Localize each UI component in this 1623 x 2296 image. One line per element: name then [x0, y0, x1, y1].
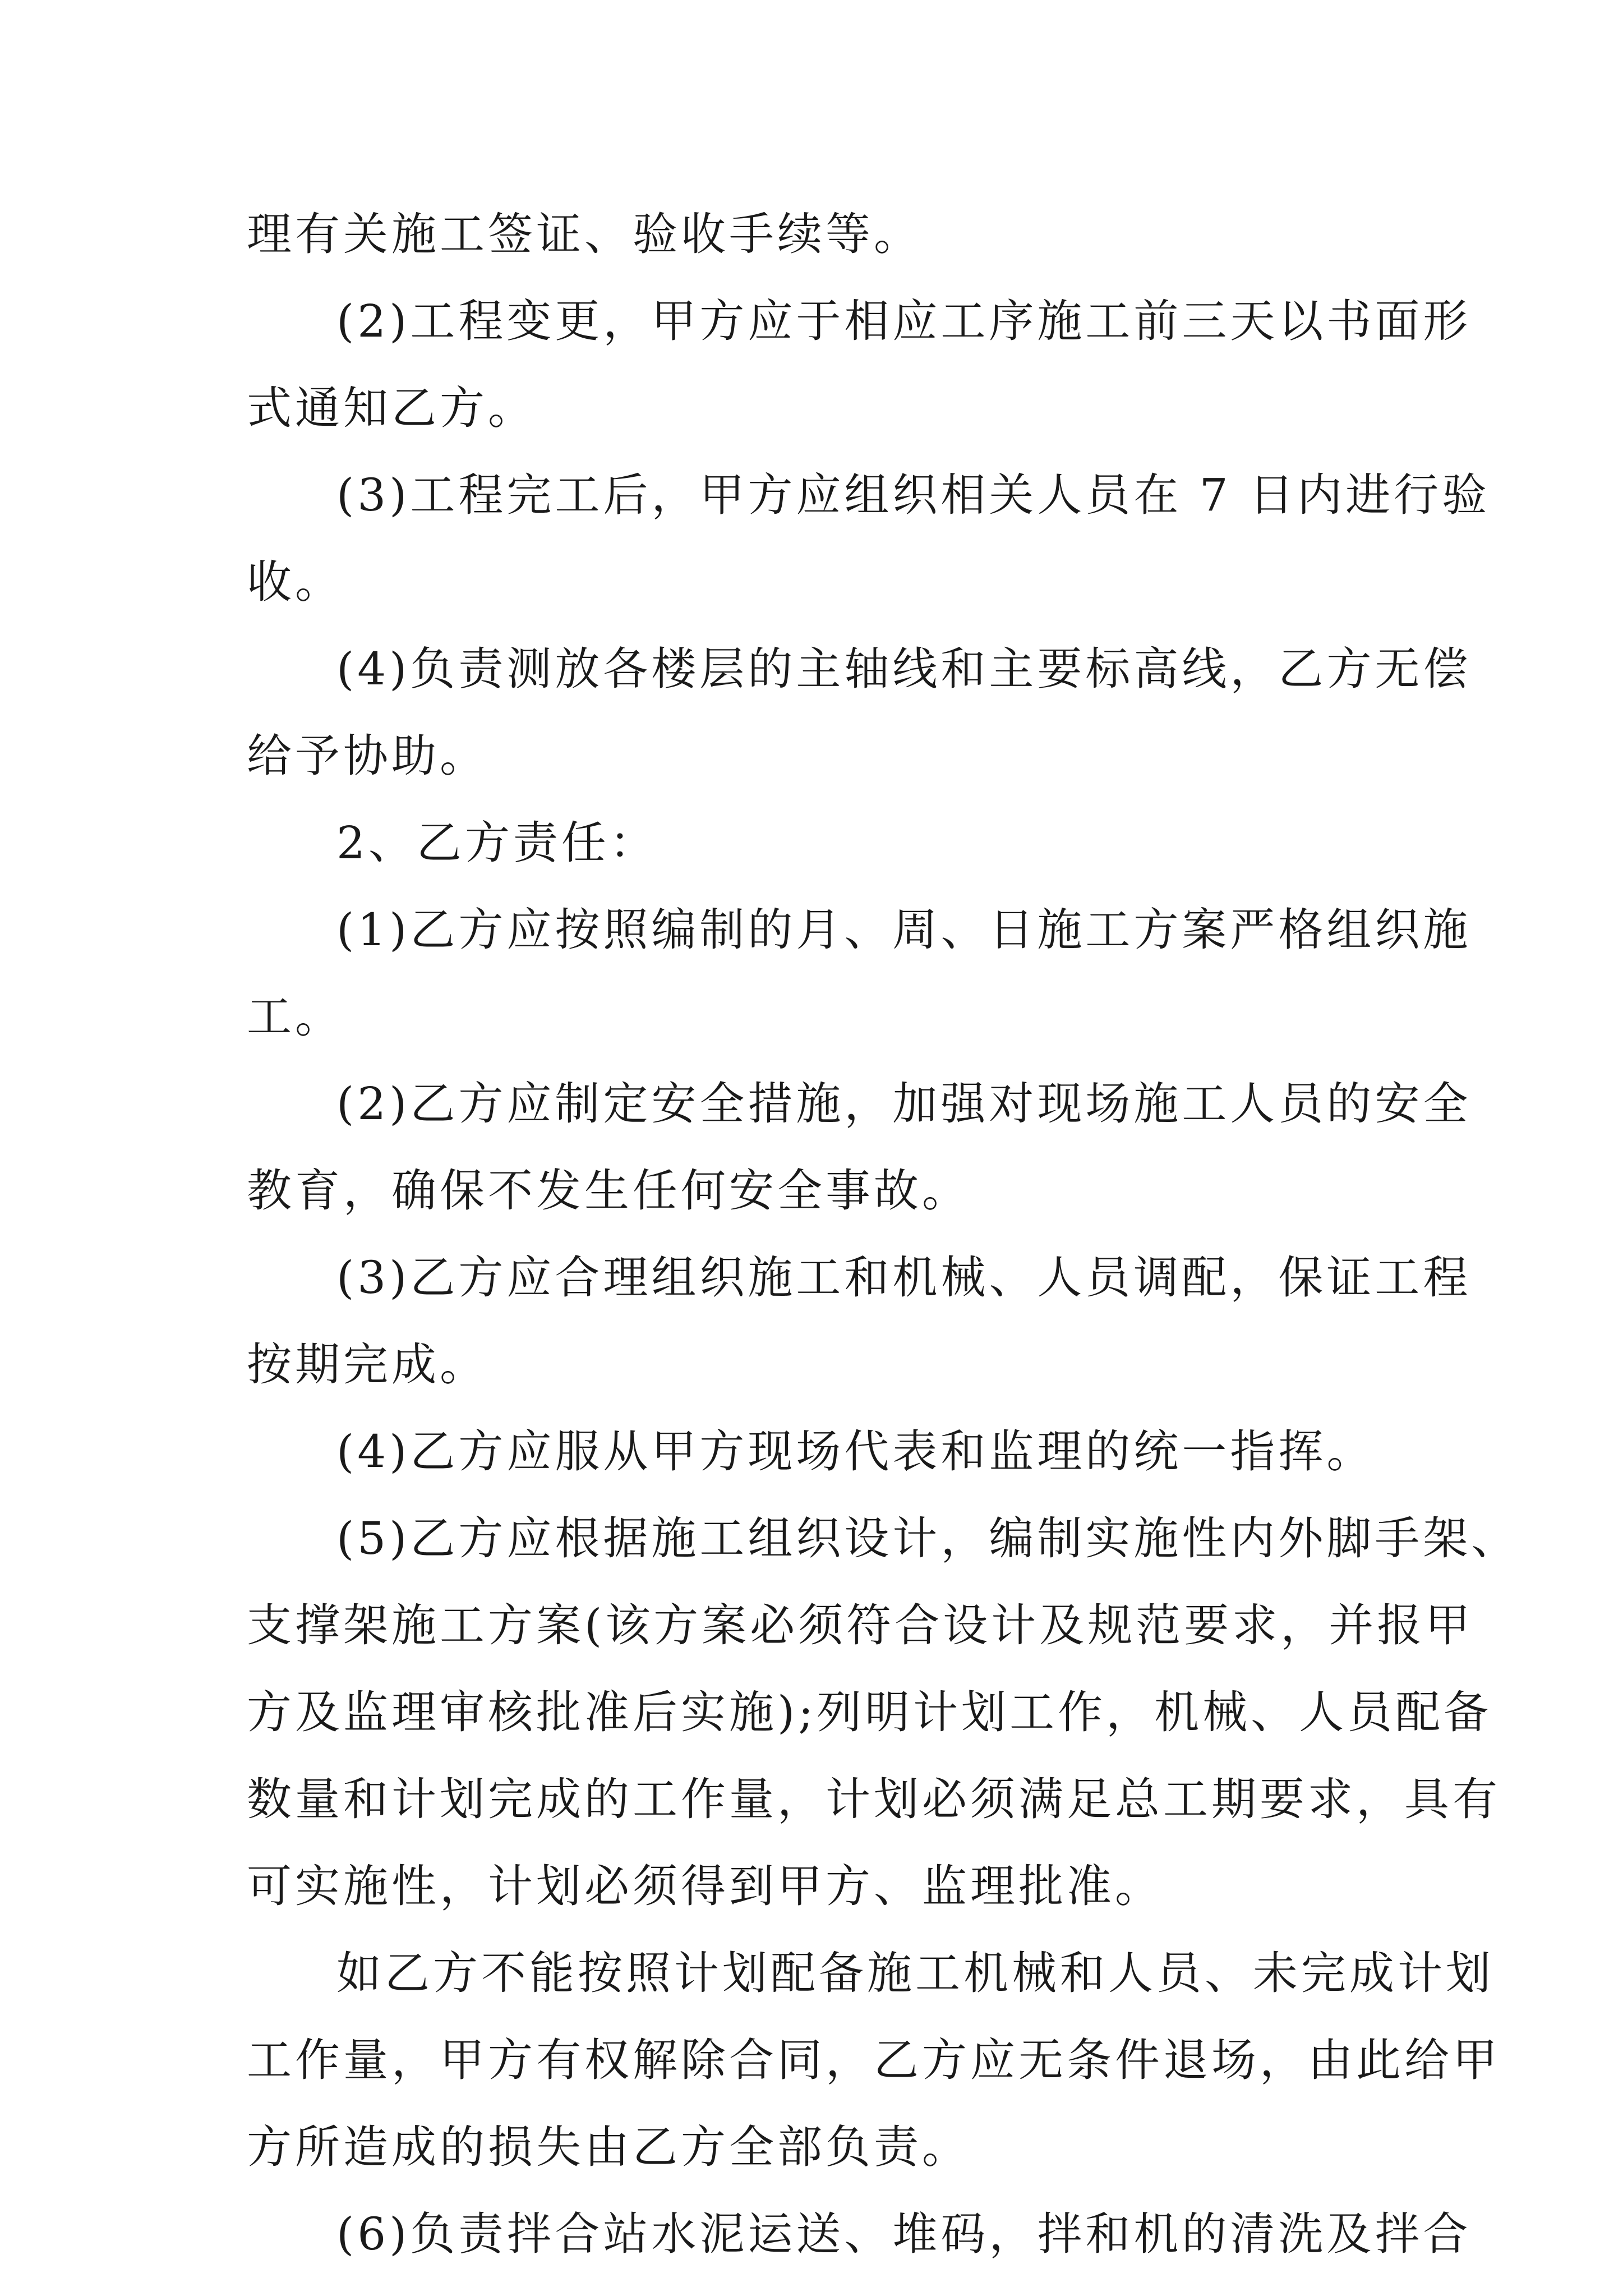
text-line: 理有关施工签证、验收手续等。	[247, 208, 922, 260]
text-line: (4)负责测放各楼层的主轴线和主要标高线，乙方无偿	[336, 643, 1472, 695]
text-line: 数量和计划完成的工作量，计划必须满足总工期要求，具有	[247, 1773, 1501, 1825]
text-line: (6)负责拌合站水泥运送、堆码，拌和机的清洗及拌合	[336, 2208, 1472, 2260]
text-line: 教育，确保不发生任何安全事故。	[247, 1165, 970, 1217]
text-line: (4)乙方应服从甲方现场代表和监理的统一指挥。	[336, 1425, 1375, 1478]
text-line: 式通知乙方。	[247, 382, 536, 434]
text-line: (2)工程变更，甲方应于相应工序施工前三天以书面形	[336, 295, 1472, 347]
text-line: 给予协助。	[247, 730, 488, 782]
text-line: 按期完成。	[247, 1338, 488, 1391]
text-line: 支撑架施工方案(该方案必须符合设计及规范要求，并报甲	[247, 1599, 1474, 1651]
text-line: 工。	[247, 991, 343, 1043]
text-line: (3)工程完工后，甲方应组织相关人员在 7 日内进行验	[336, 469, 1491, 521]
text-line: 可实施性，计划必须得到甲方、监理批准。	[247, 1860, 1163, 1912]
text-line: 工作量，甲方有权解除合同，乙方应无条件退场，由此给甲	[247, 2034, 1501, 2086]
text-line: (5)乙方应根据施工组织设计，编制实施性内外脚手架、	[336, 1512, 1520, 1565]
text-line: (3)乙方应合理组织施工和机械、人员调配，保证工程	[336, 1251, 1472, 1304]
text-line: 方及监理审核批准后实施);列明计划工作，机械、人员配备	[247, 1686, 1492, 1738]
text-line: (2)乙方应制定安全措施，加强对现场施工人员的安全	[336, 1078, 1472, 1130]
text-line: 收。	[247, 556, 343, 608]
text-line: 2、乙方责任：	[336, 817, 658, 869]
text-line: (1)乙方应按照编制的月、周、日施工方案严格组织施	[336, 904, 1472, 956]
text-line: 如乙方不能按照计划配备施工机械和人员、未完成计划	[336, 1947, 1494, 1999]
text-line: 方所造成的损失由乙方全部负责。	[247, 2121, 970, 2173]
